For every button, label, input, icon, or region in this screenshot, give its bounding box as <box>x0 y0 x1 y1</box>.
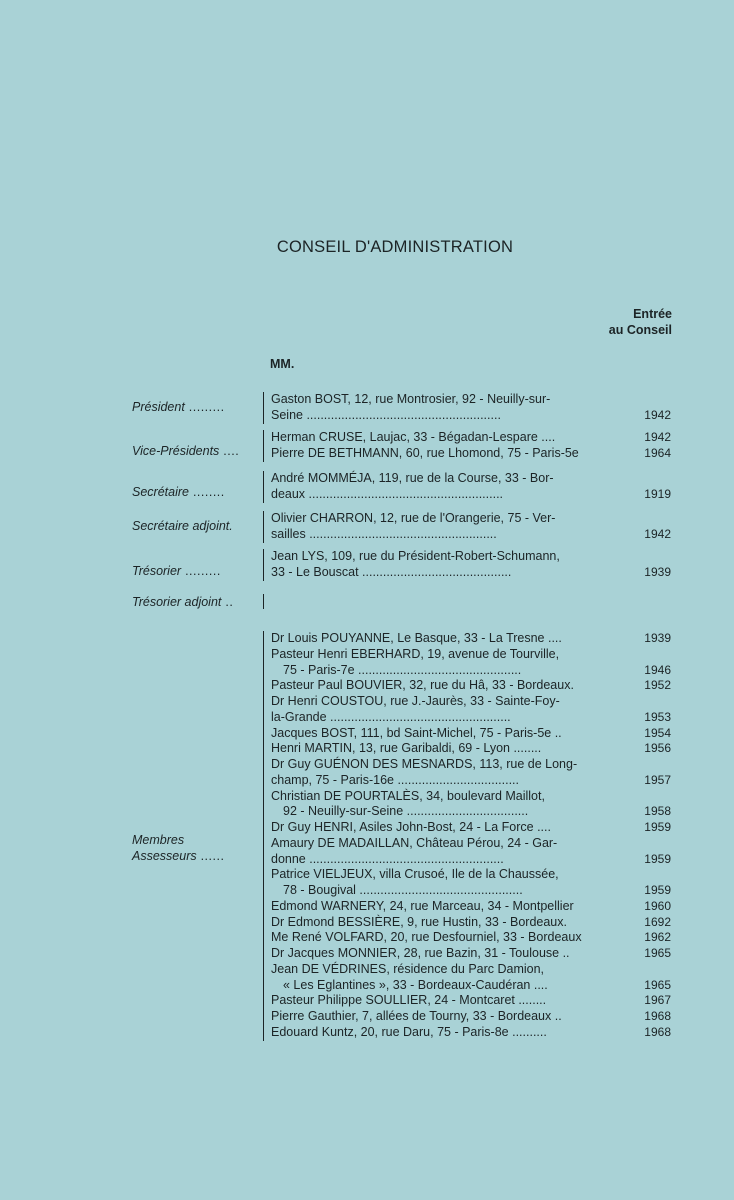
member-text <box>271 836 635 868</box>
member-line: Patrice VIELJEUX, villa Crusoé, Ile de la Chaussée, <box>271 867 559 882</box>
member-year: 1946 <box>644 662 671 677</box>
entry-line: 33 - Le Bouscat ........................................... <box>271 564 512 579</box>
entry-line: sailles ...................................................... <box>271 526 497 541</box>
member-line: Dr Guy HENRI, Asiles John-Bost, 24 - La Force .... <box>271 820 551 834</box>
member-row <box>271 867 671 899</box>
entry-year: 1919 <box>644 486 671 501</box>
entry-year: 1964 <box>644 445 671 460</box>
member-text <box>271 915 635 931</box>
member-year: 1959 <box>644 820 671 834</box>
member-text <box>271 1009 635 1025</box>
member-line: Dr Henri COUSTOU, rue J.-Jaurès, 33 - Sainte-Foy- <box>271 694 560 708</box>
member-row <box>271 647 671 679</box>
member-text <box>271 694 635 726</box>
member-year: 1692 <box>644 914 671 929</box>
entry-line: Seine ........................................................ <box>271 407 501 422</box>
entry-row <box>271 392 671 424</box>
member-row <box>271 962 671 994</box>
member-year: 1958 <box>644 804 671 819</box>
group-secretaire-adjoint <box>263 511 671 543</box>
entry-line: Jean LYS, 109, rue du Président-Robert-Schumann, <box>271 549 560 563</box>
member-row <box>271 899 671 915</box>
member-year: 1954 <box>644 725 671 740</box>
member-text <box>271 1025 635 1041</box>
entry-year: 1942 <box>644 407 671 422</box>
member-line: champ, 75 - Paris-16e ................................... <box>271 772 519 787</box>
member-year: 1960 <box>644 898 671 913</box>
entry-line: Gaston BOST, 12, rue Montrosier, 92 - Neuilly-sur- <box>271 392 551 406</box>
entry-row <box>271 446 671 462</box>
mm-label: MM. <box>270 357 295 371</box>
entry-year: 1942 <box>644 526 671 541</box>
member-text <box>271 899 635 915</box>
member-line: Pasteur Paul BOUVIER, 32, rue du Hâ, 33 - Bordeaux. <box>271 678 574 693</box>
member-line: Dr Louis POUYANNE, Le Basque, 33 - La Tresne .... <box>271 631 562 645</box>
group-secretaire <box>263 471 671 503</box>
member-text <box>271 789 635 821</box>
entry-row <box>271 430 671 446</box>
member-line: Dr Guy GUÉNON DES MESNARDS, 113, rue de Long- <box>271 757 578 771</box>
entry-text <box>271 549 635 581</box>
role-president <box>132 399 225 415</box>
entry-header-line-2: au Conseil <box>608 323 672 337</box>
members-list <box>263 631 671 1041</box>
role-assesseurs-label: Assesseurs <box>132 849 197 863</box>
member-text <box>271 647 635 679</box>
entry-row <box>271 511 671 543</box>
entry-year: 1942 <box>644 430 671 444</box>
member-year: 1959 <box>644 851 671 866</box>
member-text <box>271 757 635 789</box>
member-year: 1953 <box>644 709 671 724</box>
group-vice-presidents <box>263 430 671 462</box>
role-dots: ......... <box>181 564 221 578</box>
member-row <box>271 915 671 931</box>
member-line: Jacques BOST, 111, bd Saint-Michel, 75 - Paris-5e .. <box>271 725 562 740</box>
member-text <box>271 962 635 994</box>
member-row <box>271 757 671 789</box>
member-line: Edmond WARNERY, 24, rue Marceau, 34 - Montpellier <box>271 898 574 913</box>
role-tresorier-adjoint-label: Trésorier adjoint <box>132 595 222 609</box>
member-line: Edouard Kuntz, 20, rue Daru, 75 - Paris-8e .......... <box>271 1024 547 1039</box>
role-vice-presidents-label: Vice-Présidents <box>132 444 220 458</box>
entry-text <box>271 511 635 543</box>
entry-line: Olivier CHARRON, 12, rue de l'Orangerie, 75 - Ver- <box>271 511 556 525</box>
tresorier-adjoint-bracket <box>263 594 264 609</box>
role-dots: .... <box>219 444 240 458</box>
member-row <box>271 836 671 868</box>
member-line: 78 - Bougival ............................................... <box>283 883 523 897</box>
member-line: Pasteur Philippe SOULLIER, 24 - Montcaret ........ <box>271 993 547 1008</box>
member-row <box>271 694 671 726</box>
entry-year: 1939 <box>644 564 671 579</box>
member-year: 1965 <box>644 946 671 960</box>
member-line: Amaury DE MADAILLAN, Château Pérou, 24 - Gar- <box>271 835 558 850</box>
member-line: Jean DE VÉDRINES, résidence du Parc Damion, <box>271 961 545 976</box>
role-secretaire <box>132 484 225 500</box>
member-text <box>271 678 635 694</box>
entry-column-header <box>540 306 672 338</box>
entry-text <box>271 471 635 503</box>
member-row <box>271 930 671 946</box>
role-secretaire-adjoint <box>132 518 233 534</box>
member-row <box>271 631 671 647</box>
role-dots: .. <box>221 595 234 609</box>
member-line: 75 - Paris-7e ............................................... <box>283 662 522 677</box>
member-line: Pasteur Henri EBERHARD, 19, avenue de Tourville, <box>271 646 560 661</box>
member-year: 1957 <box>644 772 671 787</box>
role-assesseurs-line <box>132 848 224 864</box>
entry-line: André MOMMÉJA, 119, rue de la Course, 33 - Bor- <box>271 471 554 485</box>
entry-header-line-1: Entrée <box>633 307 672 321</box>
member-year: 1965 <box>644 977 671 992</box>
member-line: Henri MARTIN, 13, rue Garibaldi, 69 - Lyon ........ <box>271 741 542 756</box>
member-text <box>271 930 635 946</box>
member-year: 1968 <box>644 1009 671 1023</box>
member-text <box>271 820 635 836</box>
role-vice-presidents <box>132 443 239 459</box>
member-row <box>271 993 671 1009</box>
member-row <box>271 1009 671 1025</box>
entry-text: Pierre DE BETHMANN, 60, rue Lhomond, 75 - Paris-5e <box>271 445 579 460</box>
entry-text <box>271 392 635 424</box>
member-text <box>271 993 635 1009</box>
member-text <box>271 867 635 899</box>
entry-row <box>271 549 671 581</box>
member-year: 1962 <box>644 930 671 945</box>
member-line: la-Grande .................................................... <box>271 709 511 724</box>
member-line: « Les Eglantines », 33 - Bordeaux-Caudéran .... <box>283 977 548 992</box>
member-year: 1956 <box>644 741 671 756</box>
group-president <box>263 392 671 424</box>
page-title: CONSEIL D'ADMINISTRATION <box>276 238 514 256</box>
role-dots: ......... <box>184 400 225 414</box>
member-line: Me René VOLFARD, 20, rue Desfourniel, 33 - Bordeaux <box>271 930 582 945</box>
entry-row <box>271 471 671 503</box>
member-row <box>271 678 671 694</box>
member-line: Dr Jacques MONNIER, 28, rue Bazin, 31 - Toulouse .. <box>271 946 570 960</box>
entry-line: deaux ........................................................ <box>271 486 504 501</box>
member-text <box>271 946 635 962</box>
member-row <box>271 946 671 962</box>
member-row <box>271 726 671 742</box>
member-row <box>271 1025 671 1041</box>
member-line: Dr Edmond BESSIÈRE, 9, rue Hustin, 33 - Bordeaux. <box>271 914 567 929</box>
member-row <box>271 741 671 757</box>
member-year: 1959 <box>644 883 671 897</box>
role-membres-assesseurs <box>132 832 224 864</box>
group-tresorier <box>263 549 671 581</box>
role-tresorier-label: Trésorier <box>132 564 182 578</box>
role-secretaire-adjoint-label: Secrétaire adjoint. <box>132 519 233 533</box>
member-year: 1939 <box>644 631 671 645</box>
member-line: Christian DE POURTALÈS, 34, boulevard Maillot, <box>271 788 545 803</box>
role-dots: ........ <box>188 485 225 499</box>
member-year: 1968 <box>644 1024 671 1039</box>
role-secretaire-label: Secrétaire <box>132 485 189 499</box>
entry-text: Herman CRUSE, Laujac, 33 - Bégadan-Lespare .... <box>271 430 556 444</box>
member-text <box>271 741 635 757</box>
role-president-label: Président <box>132 400 185 414</box>
member-text <box>271 631 635 647</box>
role-dots: ...... <box>196 849 225 863</box>
member-line: 92 - Neuilly-sur-Seine ................................... <box>283 804 529 819</box>
member-line: Pierre Gauthier, 7, allées de Tourny, 33 - Bordeaux .. <box>271 1009 562 1023</box>
member-year: 1967 <box>644 993 671 1008</box>
member-row <box>271 820 671 836</box>
role-tresorier-adjoint <box>132 594 233 610</box>
member-row <box>271 789 671 821</box>
role-tresorier <box>132 563 221 579</box>
member-line: donne ........................................................ <box>271 851 504 866</box>
member-year: 1952 <box>644 678 671 693</box>
role-membres-label: Membres <box>132 833 185 847</box>
member-text <box>271 726 635 742</box>
